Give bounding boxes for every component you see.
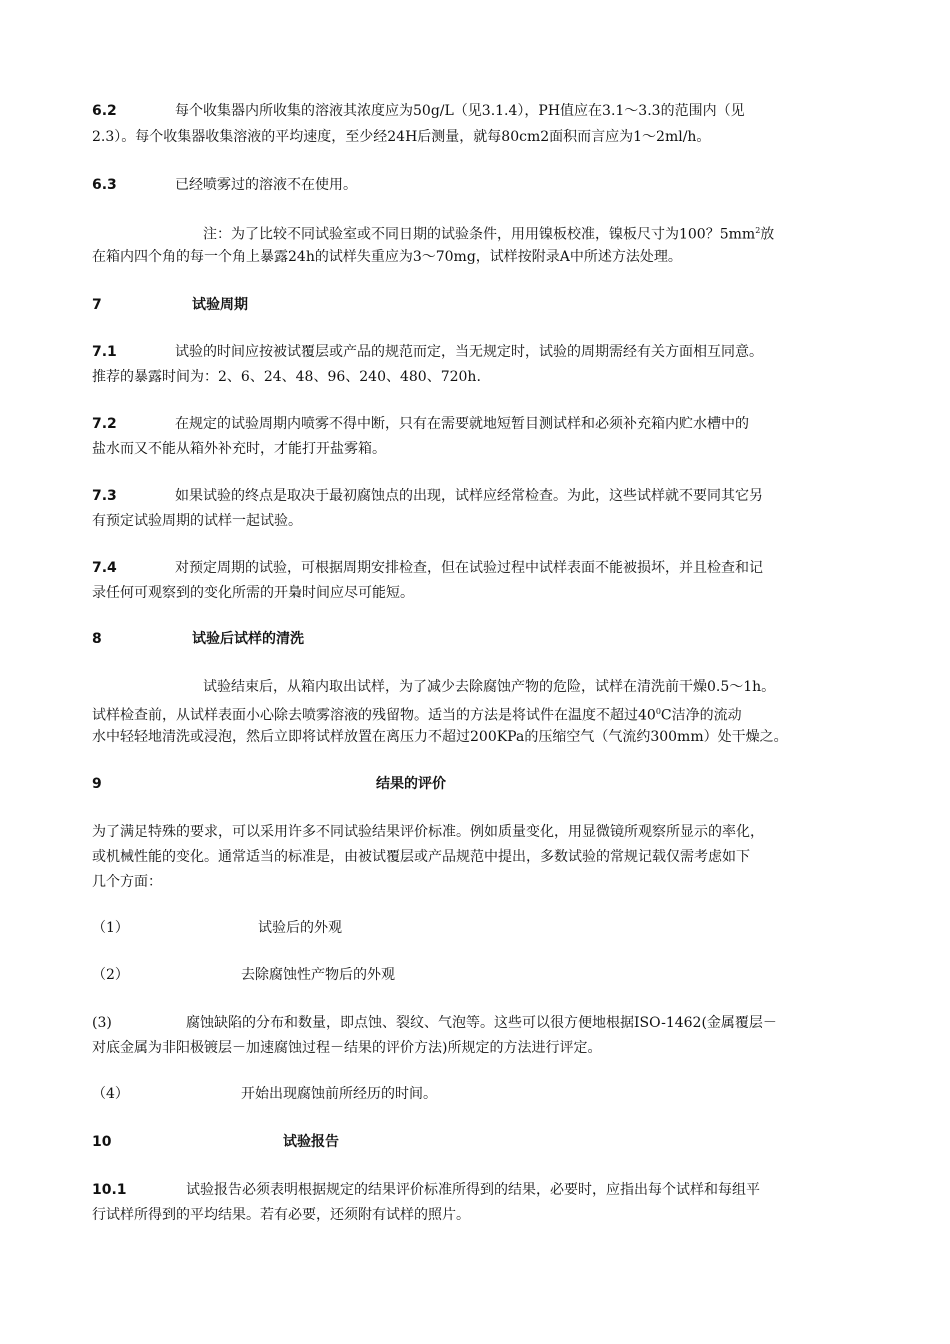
paragraph-text: 水中轻轻地清洗或浸泡，然后立即将试样放置在离压力不超过200KPa的压缩空气（气流约300mm）处干燥之。 xyxy=(92,729,788,745)
section-number: 9 xyxy=(92,776,102,792)
clause-number: 7.1 xyxy=(92,344,117,360)
list-item-marker: (3) xyxy=(92,1015,112,1031)
clause-text: 推荐的暴露时间为：2、6、24、48、96、240、480、720h. xyxy=(92,369,481,385)
note-text: 在箱内四个角的每一个角上暴露24h的试样失重应为3～70mg，试样按附录A中所述方法处理。 xyxy=(92,249,682,265)
clause-number: 10.1 xyxy=(92,1182,127,1198)
clause-text: 在规定的试验周期内喷雾不得中断，只有在需要就地短暂目测试样和必须补充箱内贮水槽中的 xyxy=(175,416,749,432)
list-item-marker: （4） xyxy=(92,1086,129,1102)
list-item-text: 去除腐蚀性产物后的外观 xyxy=(241,967,395,983)
clause-text: 2.3）。每个收集器收集溶液的平均速度，至少经24H后测量，就每80cm2面积而言应为1～2ml/h。 xyxy=(92,129,711,145)
section-title: 结果的评价 xyxy=(376,776,446,792)
clause-text: 已经喷雾过的溶液不在使用。 xyxy=(175,177,357,193)
section-title: 试验报告 xyxy=(283,1134,339,1150)
paragraph-text: 试样检查前，从试样表面小心除去喷雾溶液的残留物。适当的方法是将试件在温度不超过$40^0C$洁净的流动 xyxy=(92,707,742,724)
list-item-text: 试验后的外观 xyxy=(258,920,342,936)
note-text: 注：为了比较不同试验室或不同日期的试验条件，用用镍板校准，镍板尺寸为100？$5mm^2$放 xyxy=(203,226,775,243)
clause-text: 对预定周期的试验，可根据周期安排检查，但在试验过程中试样表面不能被损坏，并且检查和记 xyxy=(175,560,763,576)
section-number: 10 xyxy=(92,1134,112,1150)
section-number: 8 xyxy=(92,631,102,647)
paragraph-text: 试验结束后，从箱内取出试样，为了减少去除腐蚀产物的危险，试样在清洗前干燥0.5～1h。 xyxy=(203,679,776,695)
clause-number: 7.4 xyxy=(92,560,117,576)
clause-text: 每个收集器内所收集的溶液其浓度应为50g/L（见3.1.4），PH值应在3.1～3.3的范围内（见 xyxy=(175,103,745,119)
paragraph-text: 为了满足特殊的要求，可以采用许多不同试验结果评价标准。例如质量变化，用显微镜所观察所显示的率化， xyxy=(92,824,764,840)
list-item-text: 对底金属为非阳极镀层－加速腐蚀过程－结果的评价方法)所规定的方法进行评定。 xyxy=(92,1040,602,1056)
clause-text: 录任何可观察到的变化所需的开梟时间应尽可能短。 xyxy=(92,585,414,601)
clause-number: 7.2 xyxy=(92,416,117,432)
clause-text: 试验的时间应按被试覆层或产品的规范而定，当无规定时，试验的周期需经有关方面相互同意。 xyxy=(175,344,763,360)
clause-text: 行试样所得到的平均结果。若有必要，还须附有试样的照片。 xyxy=(92,1207,470,1223)
clause-text: 如果试验的终点是取决于最初腐蚀点的出现，试样应经常检查。为此，这些试样就不要同其它另 xyxy=(175,488,763,504)
list-item-text: 腐蚀缺陷的分布和数量，即点蚀、裂纹、气泡等。这些可以很方便地根据ISO-1462(金属覆层－ xyxy=(186,1015,777,1031)
paragraph-text: 或机械性能的变化。通常适当的标准是，由被试覆层或产品规范中提出，多数试验的常规记载仅需考虑如下 xyxy=(92,849,750,865)
list-item-marker: （2） xyxy=(92,967,129,983)
section-title: 试验周期 xyxy=(192,297,248,313)
clause-number: 7.3 xyxy=(92,488,117,504)
clause-number: 6.2 xyxy=(92,103,117,119)
clause-text: 盐水而又不能从箱外补充时，才能打开盐雾箱。 xyxy=(92,441,386,457)
section-title: 试验后试样的清洗 xyxy=(192,631,304,647)
list-item-text: 开始出现腐蚀前所经历的时间。 xyxy=(241,1086,437,1102)
clause-text: 有预定试验周期的试样一起试验。 xyxy=(92,513,302,529)
section-number: 7 xyxy=(92,297,102,313)
clause-number: 6.3 xyxy=(92,177,117,193)
paragraph-text: 几个方面： xyxy=(92,874,162,890)
clause-text: 试验报告必须表明根据规定的结果评价标准所得到的结果，必要时，应指出每个试样和每组平 xyxy=(186,1182,760,1198)
list-item-marker: （1） xyxy=(92,920,129,936)
